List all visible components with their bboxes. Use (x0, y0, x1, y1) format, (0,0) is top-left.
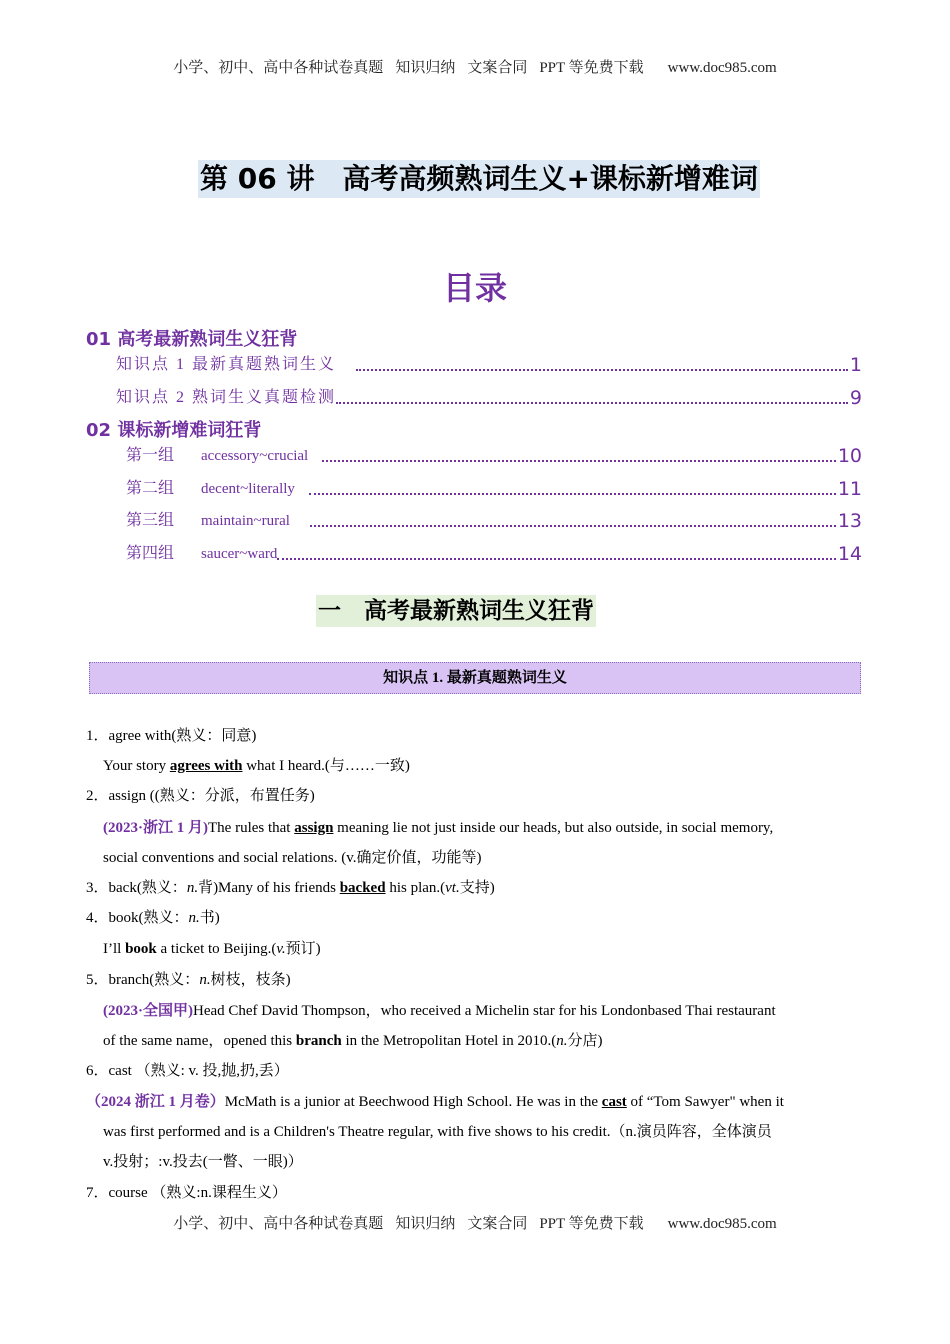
keyword: assign (294, 820, 334, 836)
source-tag: (2023·全国甲) (103, 1003, 193, 1019)
text: 树枝，枝条) (210, 972, 291, 988)
entry-example (86, 1092, 784, 1112)
toc-range: decent~literally (201, 481, 295, 497)
entry-head: 6．cast （熟义: v. 投,抛,扔,丢） (86, 1063, 289, 1079)
keyword: agrees with (169, 758, 243, 774)
toc-entry[interactable] (126, 478, 862, 500)
keyword: cast (601, 1094, 627, 1110)
toc-leader (356, 369, 848, 371)
text: in the Metropolitan Hotel in 2010.( (341, 1033, 557, 1049)
keyword: backed (339, 880, 386, 896)
entry-example-cont: v.投射；:v.投去(一瞥、一眼)） (103, 1154, 303, 1170)
text: 5．branch(熟义： (86, 972, 200, 988)
text: 4．book(熟义： (86, 910, 189, 926)
text: I’ll (103, 941, 126, 957)
entry-example-cont (103, 1031, 603, 1051)
pos: n. (556, 1033, 568, 1049)
toc-group: 第二组 (126, 480, 175, 497)
section-heading: 一 高考最新熟词生义狂背 (316, 595, 596, 627)
footer-text: PPT 等免费下载 (539, 1216, 644, 1232)
toc-label: 知识点 2 熟词生义真题检测 (116, 389, 337, 406)
text: what I heard.(与……一致) (242, 758, 410, 774)
text: Head Chef David Thompson，who received a Michelin star for his Londonbased Thai restaurant (193, 1003, 776, 1019)
knowledge-point-box: 知识点 1. 最新真题熟词生义 (89, 662, 861, 694)
toc-label: 知识点 1 最新真题熟词生义 (116, 356, 337, 373)
footer-text: 知识归纳 (395, 1216, 456, 1232)
text: 书) (199, 910, 220, 926)
text: of “Tom Sawyer" when it (626, 1094, 784, 1110)
toc-page: 1 (849, 354, 862, 376)
text: 预订) (285, 941, 321, 957)
page-title: 第 06 讲 高考高频熟词生义+课标新增难词 (198, 160, 760, 198)
entry-example (103, 939, 321, 959)
entry-head (86, 970, 291, 990)
entry-example (103, 818, 773, 838)
entry-example (103, 756, 410, 776)
pos: vt. (445, 880, 460, 896)
entry-head: 7．course （熟义:n.课程生义） (86, 1185, 287, 1201)
toc-range: saucer~ward (201, 546, 278, 562)
text: 分店) (567, 1033, 603, 1049)
text: 支持) (459, 880, 495, 896)
toc-entry[interactable] (126, 510, 862, 532)
source-tag: (2023·浙江 1 月) (103, 820, 208, 836)
keyword: branch (295, 1033, 342, 1049)
pos: n. (186, 880, 199, 896)
header-text: 小学、初中、高中各种试卷真题 (173, 60, 384, 76)
toc-group: 第一组 (126, 447, 175, 464)
page-footer (0, 1214, 950, 1234)
pos: n. (188, 910, 200, 926)
toc-section-1[interactable]: 01 高考最新熟词生义狂背 (86, 329, 298, 350)
header-url[interactable]: www.doc985.com (667, 60, 777, 76)
pos: v. (276, 941, 286, 957)
toc-page: 10 (837, 445, 862, 467)
entry-example (103, 1001, 776, 1021)
text: 背)Many of his friends (198, 880, 340, 896)
keyword: book (125, 941, 157, 957)
page-header (0, 58, 950, 78)
toc-page: 13 (837, 510, 862, 532)
toc-leader (310, 525, 836, 527)
toc-leader (336, 402, 848, 404)
toc-section-2[interactable]: 02 课标新增难词狂背 (86, 420, 262, 441)
text: McMath is a junior at Beechwood High School. He was in the (224, 1094, 602, 1110)
toc-group: 第三组 (126, 512, 175, 529)
toc-entry[interactable] (126, 543, 862, 565)
entry-head (86, 908, 220, 928)
toc-entry[interactable] (116, 387, 862, 409)
text: a ticket to Beijing.( (156, 941, 277, 957)
toc-entry[interactable] (116, 354, 862, 376)
header-text: 知识归纳 (395, 60, 456, 76)
toc-leader (322, 460, 836, 462)
toc-leader (309, 493, 836, 495)
text: meaning lie not just inside our heads, but also outside, in social memory, (333, 820, 774, 836)
footer-url[interactable]: www.doc985.com (667, 1216, 777, 1232)
footer-text: 文案合同 (467, 1216, 528, 1232)
header-text: PPT 等免费下载 (539, 60, 644, 76)
footer-text: 小学、初中、高中各种试卷真题 (173, 1216, 384, 1232)
toc-page: 9 (849, 387, 862, 409)
toc-range: maintain~rural (201, 513, 290, 529)
entry-head: 1．agree with(熟义：同意) (86, 728, 257, 744)
toc-entry[interactable] (126, 445, 862, 467)
entry-example-cont: social conventions and social relations. (v.确定价值，功能等) (103, 850, 482, 866)
text: of the same name，opened this (103, 1033, 296, 1049)
source-tag: （2024 浙江 1 月卷） (86, 1094, 225, 1110)
toc-range: accessory~crucial (201, 448, 309, 464)
toc-title: 目录 (442, 269, 507, 307)
text: The rules that (208, 820, 295, 836)
toc-leader (277, 558, 835, 560)
entry-example-cont: was first performed and is a Children's Theatre regular, with five shows to his credit.（n.演员阵容，全体演员 (103, 1124, 772, 1140)
text: 3．back(熟义： (86, 880, 187, 896)
toc-group: 第四组 (126, 545, 175, 562)
entry-head (86, 878, 495, 898)
toc-page: 11 (837, 478, 862, 500)
text: his plan.( (385, 880, 446, 896)
text: Your story (103, 758, 170, 774)
toc-page: 14 (837, 543, 862, 565)
entry-head: 2．assign ((熟义：分派，布置任务) (86, 788, 315, 804)
header-text: 文案合同 (467, 60, 528, 76)
pos: n. (199, 972, 211, 988)
